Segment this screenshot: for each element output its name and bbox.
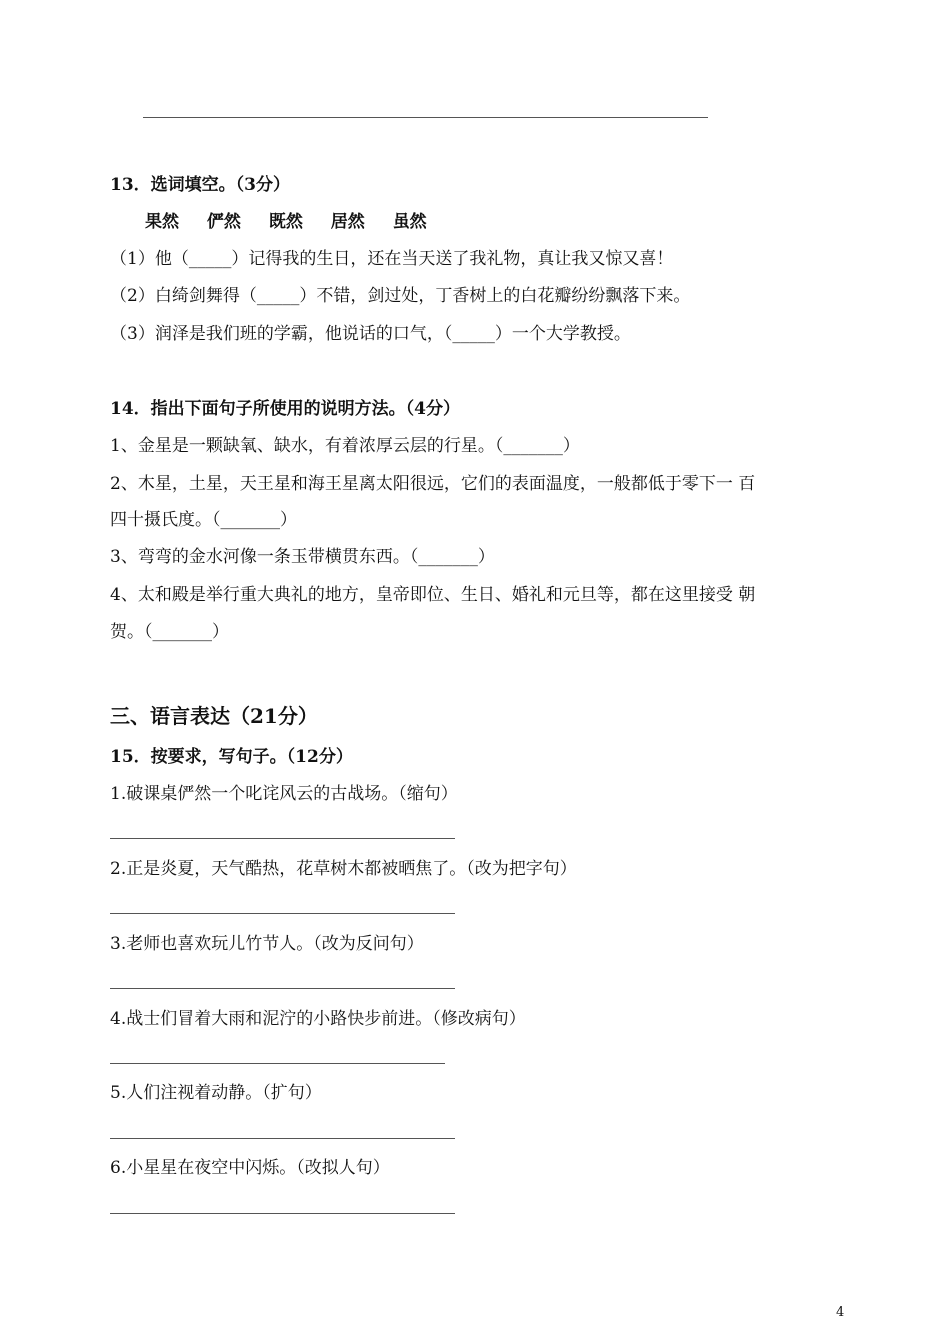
- answer-line[interactable]: [110, 988, 455, 989]
- q15-title: 15．按要求，写句子。（12分）: [110, 747, 353, 767]
- answer-line[interactable]: [110, 838, 455, 839]
- word-option: 虽然: [392, 212, 427, 232]
- word-option: 果然: [145, 212, 179, 232]
- q15-item-4: 4.战士们冒着大雨和泥泞的小路快步前进。（修改病句）: [110, 1009, 526, 1029]
- q13-item-1: （1）他（_____）记得我的生日，还在当天送了我礼物，真让我又惊又喜！: [110, 249, 674, 269]
- answer-line[interactable]: [110, 1213, 455, 1214]
- q14-item-1: 1、金星是一颗缺氧、缺水，有着浓厚云层的行星。（_______）: [110, 436, 580, 456]
- q15-item-3: 3.老师也喜欢玩儿竹节人。（改为反问句）: [110, 934, 424, 954]
- section-heading: 三、语言表达（21分）: [110, 704, 318, 728]
- word-option: 居然: [330, 212, 365, 232]
- q13-word-bank: [145, 210, 449, 234]
- page-number: 4: [836, 1305, 845, 1320]
- q14-item-4-line-2: 贺。（_______）: [110, 622, 229, 642]
- q14-item-4-line-1: 4、太和殿是举行重大典礼的地方，皇帝即位、生日、婚礼和元旦等，都在这里接受 朝: [110, 585, 756, 605]
- q15-item-2: 2.正是炎夏，天气酷热，花草树木都被晒焦了。（改为把字句）: [110, 859, 577, 879]
- q13-item-3: （3）润泽是我们班的学霸，他说话的口气，（_____）一个大学教授。: [110, 324, 631, 344]
- q13-item-2: （2）白绮剑舞得（_____）不错，剑过处，丁香树上的白花瓣纷纷飘落下来。: [110, 286, 691, 306]
- q13-title: 13．选词填空。（3分）: [110, 175, 290, 195]
- word-option: 既然: [268, 212, 303, 232]
- answer-line[interactable]: [110, 1138, 455, 1139]
- q14-item-2-line-1: 2、木星，土星，天王星和海王星离太阳很远，它们的表面温度，一般都低于零下一 百: [110, 474, 756, 494]
- answer-line[interactable]: [110, 1063, 445, 1064]
- q15-item-1: 1.破课桌俨然一个叱诧风云的古战场。（缩句）: [110, 784, 458, 804]
- answer-line-top[interactable]: [143, 117, 708, 118]
- q15-item-6: 6.小星星在夜空中闪烁。（改拟人句）: [110, 1158, 390, 1178]
- answer-line[interactable]: [110, 913, 455, 914]
- q15-item-5: 5.人们注视着动静。（扩句）: [110, 1083, 322, 1103]
- q14-item-2-line-2: 四十摄氏度。（_______）: [110, 510, 297, 530]
- word-option: 俨然: [206, 212, 241, 232]
- q14-title: 14．指出下面句子所使用的说明方法。（4分）: [110, 399, 460, 419]
- q14-item-3: 3、弯弯的金水河像一条玉带横贯东西。（_______）: [110, 547, 495, 567]
